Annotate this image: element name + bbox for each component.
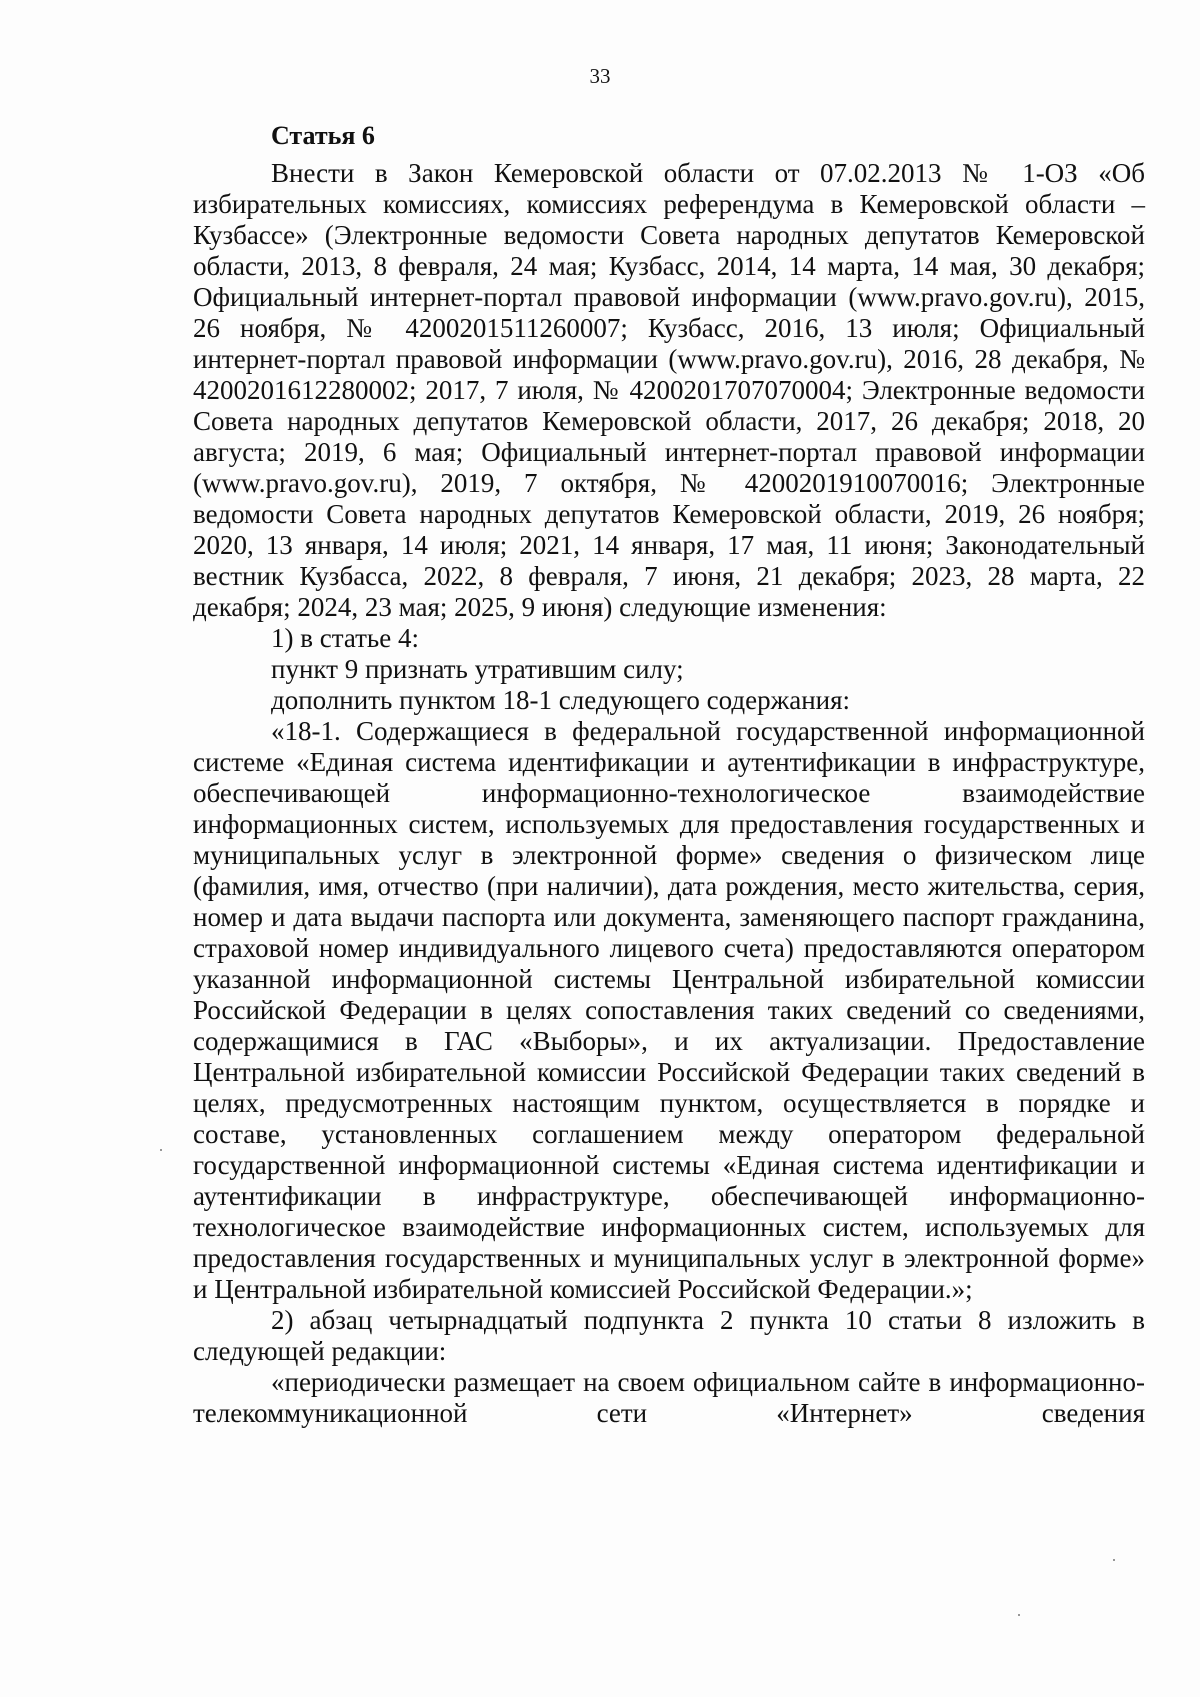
- list-item-1: 1) в статье 4:: [271, 623, 419, 653]
- page-number: 33: [589, 64, 611, 88]
- article-heading: Статья 6: [271, 121, 375, 150]
- quoted-item-2-start: «периодически размещает на своем официальном сайте в информационно-телекоммуникационной сети «Интернет» сведения: [193, 1367, 1145, 1428]
- scan-speck: [160, 1149, 162, 1151]
- quoted-point-18-1: «18-1. Содержащиеся в федеральной государственной информационной системе «Единая система идентификации и аутентификации в инфраструктуре, обеспечивающей информационно-технологическое взаимодействие информационных систем, используемых для предоставления государственных и муниципальных услуг в электронной форме» сведения о физическом лице (фамилия, имя, отчество (при наличии), дата рождения, место жительства, серия, номер и дата выдачи паспорта или документа, заменяющего паспорт гражданина, страховой номер индивидуального лицевого счета) предоставляются оператором указанной информационной системы Центральной избирательной комиссии Российской Федерации в целях сопоставления таких сведений со сведениями, содержащимися в ГАС «Выборы», и их актуализации. Предоставление Центральной избирательной комиссии Российской Федерации таких сведений в целях, предусмотренных настоящим пунктом, осуществляется в порядке и составе, установленных соглашением между оператором федеральной государственной информационной системы «Единая система идентификации и аутентификации в инфраструктуре, обеспечивающей информационно-технологическое взаимодействие информационных систем, используемых для предоставления государственных и муниципальных услуг в электронной форме» и Центральной избирательной комиссией Российской Федерации.»;: [193, 716, 1145, 1304]
- list-item-2: 2) абзац четырнадцатый подпункта 2 пункта 10 статьи 8 изложить в следующей редакции:: [193, 1305, 1145, 1366]
- document-body: [193, 119, 1145, 1429]
- scan-speck: [1018, 1614, 1020, 1616]
- list-item-1-point-18-1-intro: дополнить пунктом 18-1 следующего содержания:: [271, 685, 851, 715]
- scan-speck: [1113, 1559, 1115, 1561]
- list-item-1-point-9: пункт 9 признать утратившим силу;: [271, 654, 684, 684]
- intro-paragraph: Внести в Закон Кемеровской области от 07.02.2013 № 1-ОЗ «Об избирательных комиссиях, комиссиях референдума в Кемеровской области – Кузбассе» (Электронные ведомости Совета народных депутатов Кемеровской области, 2013, 8 февраля, 24 мая; Кузбасс, 2014, 14 марта, 14 мая, 30 декабря; Официальный интернет-портал правовой информации (www.pravo.gov.ru), 2015, 26 ноября, № 4200201511260007; Кузбасс, 2016, 13 июля; Официальный интернет-портал правовой информации (www.pravo.gov.ru), 2016, 28 декабря, № 4200201612280002; 2017, 7 июля, № 4200201707070004; Электронные ведомости Совета народных депутатов Кемеровской области, 2017, 26 декабря; 2018, 20 августа; 2019, 6 мая; Официальный интернет-портал правовой информации (www.pravo.gov.ru), 2019, 7 октября, № 4200201910070016; Электронные ведомости Совета народных депутатов Кемеровской области, 2019, 26 ноября; 2020, 13 января, 14 июля; 2021, 14 января, 17 мая, 11 июня; Законодательный вестник Кузбасса, 2022, 8 февраля, 7 июня, 21 декабря; 2023, 28 марта, 22 декабря; 2024, 23 мая; 2025, 9 июня) следующие изменения:: [193, 158, 1145, 622]
